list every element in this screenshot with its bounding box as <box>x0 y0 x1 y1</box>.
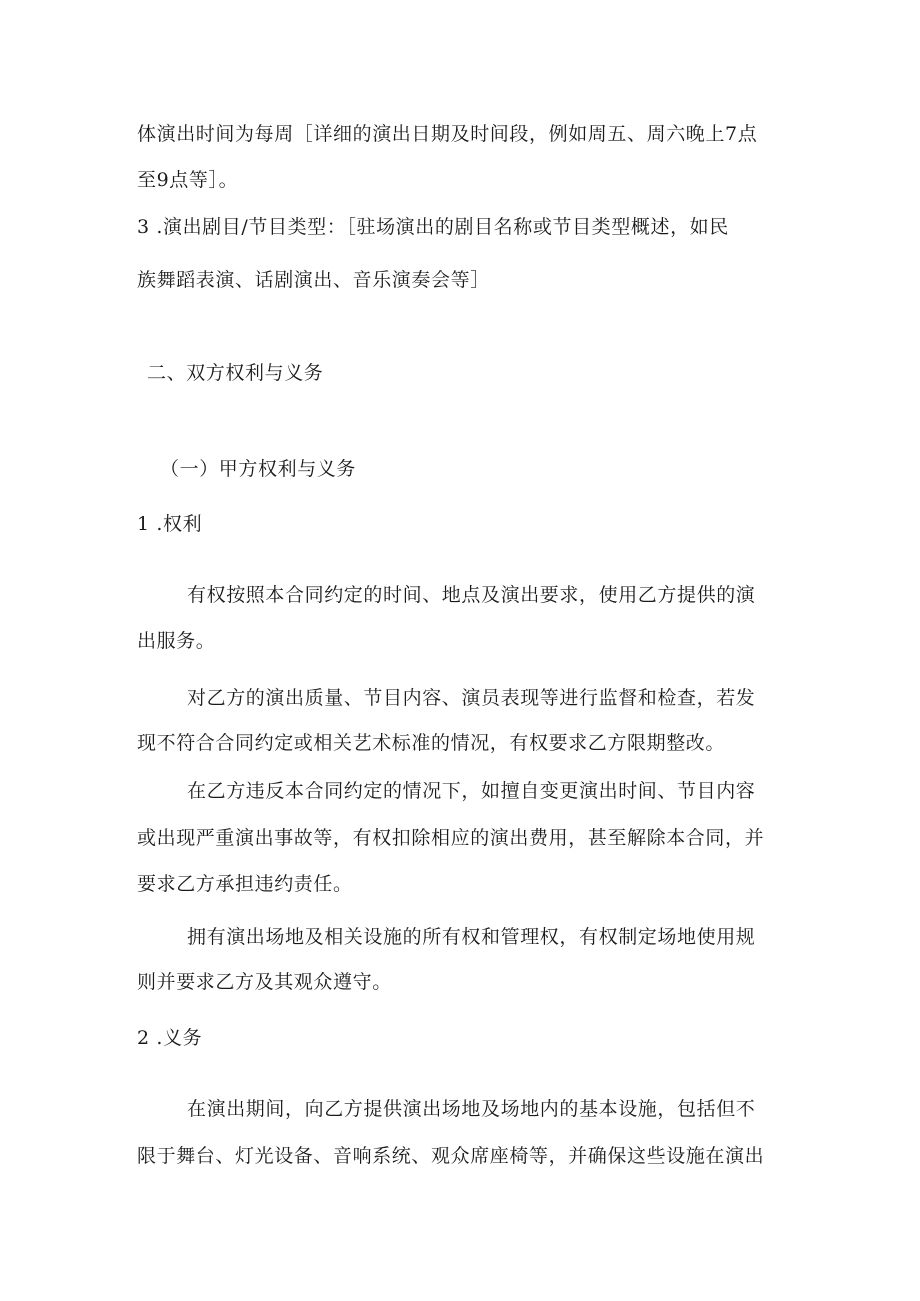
paragraph-first-line: 在乙方违反本合同约定的情况下，如擅自变更演出时间、节目内容 <box>187 780 756 802</box>
paragraph-first-line: 在演出期间，向乙方提供演出场地及场地内的基本设施，包括但不 <box>187 1098 756 1120</box>
body-text-line: 则并要求乙方及其观众遵守。 <box>137 971 392 993</box>
body-text-line: 族舞蹈表演、话剧演出、音乐演奏会等］ <box>137 269 490 291</box>
paragraph-first-line: 有权按照本合同约定的时间、地点及演出要求，使用乙方提供的演 <box>187 584 756 606</box>
subsection-heading: （一）甲方权利与义务 <box>160 458 357 480</box>
item-heading: 1 .权利 <box>137 513 203 535</box>
body-text-line: 或出现严重演出事故等，有权扣除相应的演出费用，甚至解除本合同，并 <box>137 827 765 849</box>
body-text-line: 体演出时间为每周［详细的演出日期及时间段，例如周五、周六晚上7点 <box>137 123 758 145</box>
body-text-line: 限于舞台、灯光设备、音响系统、观众席座椅等，并确保这些设施在演出 <box>137 1145 765 1167</box>
body-text-line: 现不符合合同约定或相关艺术标准的情况，有权要求乙方限期整改。 <box>137 732 726 754</box>
body-text-line: 至9点等］。 <box>137 169 239 191</box>
body-text-line: 要求乙方承担违约责任。 <box>137 873 353 895</box>
body-text-line: 出服务。 <box>137 630 216 652</box>
paragraph-first-line: 对乙方的演出质量、节目内容、演员表现等进行监督和检查，若发 <box>187 687 756 709</box>
numbered-item-line: 3 .演出剧目/节目类型：［驻场演出的剧目名称或节目类型概述，如民 <box>137 216 729 238</box>
paragraph-first-line: 拥有演出场地及相关设施的所有权和管理权，有权制定场地使用规 <box>187 926 756 948</box>
section-heading: 二、双方权利与义务 <box>147 362 324 384</box>
item-heading: 2 .义务 <box>137 1027 203 1049</box>
